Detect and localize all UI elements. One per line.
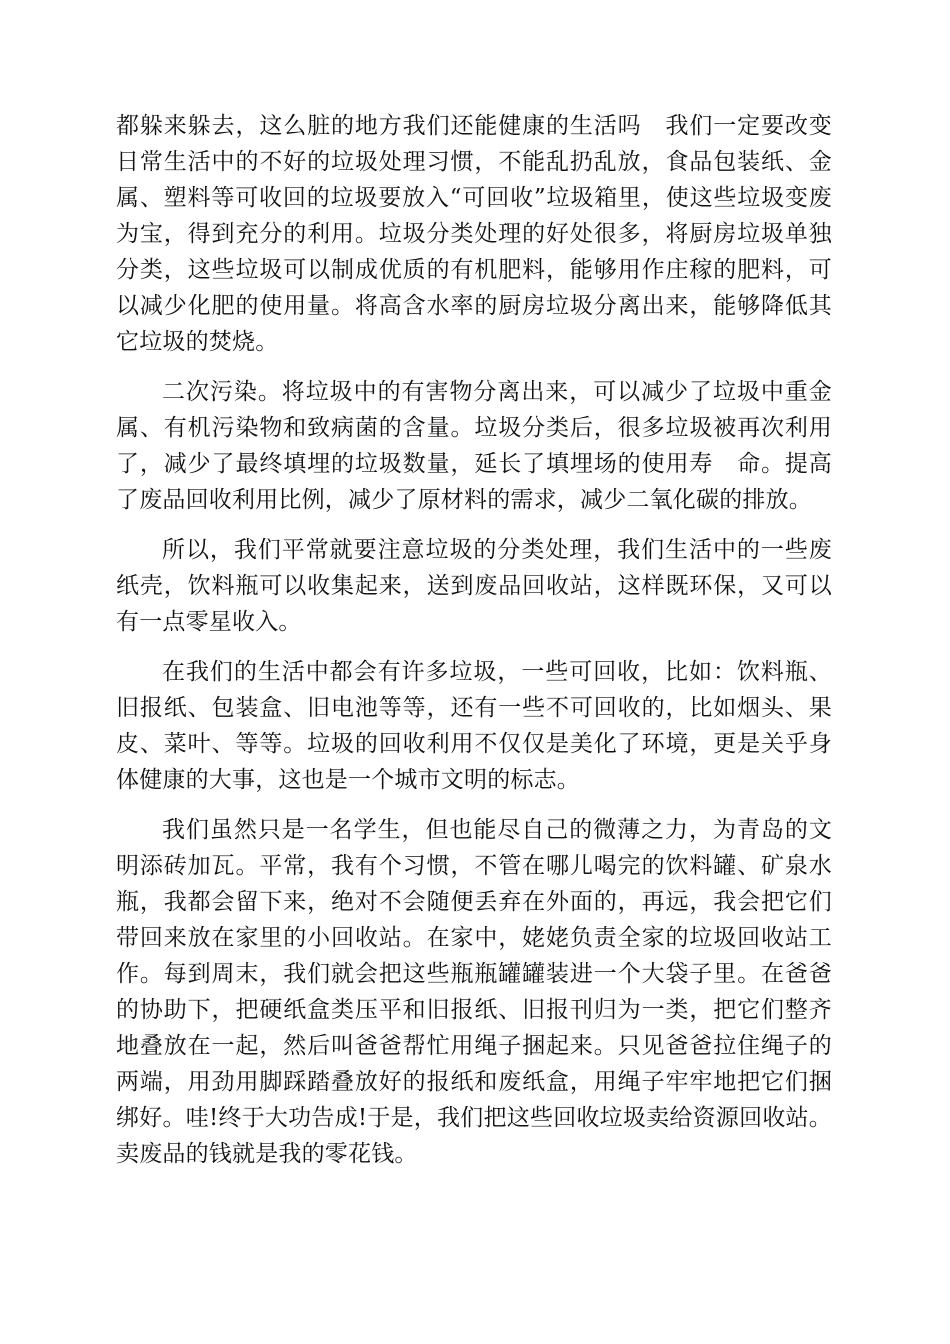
paragraph-3: 所以，我们平常就要注意垃圾的分类处理，我们生活中的一些废纸壳，饮料瓶可以收集起来，送到废品回收站，这样既环保，又可以有一点零星收入。 xyxy=(116,537,832,635)
paragraph-2: 二次污染。将垃圾中的有害物分离出来，可以减少了垃圾中重金属、有机污染物和致病菌的含量。垃圾分类后，很多垃圾被再次利用了，减少了最终填埋的垃圾数量，延长了填埋场的使用寿 命。提高了废品回收利用比例，减少了原材料的需求，减少二氧化碳的排放。 xyxy=(116,379,832,513)
paragraph-1: 都躲来躲去，这么脏的地方我们还能健康的生活吗 我们一定要改变日常生活中的不好的垃圾处理习惯，不能乱扔乱放，食品包装纸、金属、塑料等可收回的垃圾要放入“可回收”垃圾箱里，使这些垃圾变废为宝，得到充分的利用。垃圾分类处理的好处很多，将厨房垃圾单独分类，这些垃圾可以制成优质的有机肥料，能够用作庄稼的肥料，可以减少化肥的使用量。将高含水率的厨房垃圾分离出来，能够降低其它垃圾的焚烧。 xyxy=(116,113,832,355)
paragraph-4: 在我们的生活中都会有许多垃圾，一些可回收，比如：饮料瓶、旧报纸、包装盒、旧电池等等，还有一些不可回收的，比如烟头、果皮、菜叶、等等。垃圾的回收利用不仅仅是美化了环境，更是关乎身体健康的大事，这也是一个城市文明的标志。 xyxy=(116,659,832,793)
paragraph-5: 我们虽然只是一名学生，但也能尽自己的微薄之力，为青岛的文明添砖加瓦。平常，我有个习惯，不管在哪儿喝完的饮料罐、矿泉水瓶，我都会留下来，绝对不会随便丢弃在外面的，再远，我会把它们带回来放在家里的小回收站。在家中，姥姥负责全家的垃圾回收站工作。每到周末，我们就会把这些瓶瓶罐罐装进一个大袋子里。在爸爸的协助下，把硬纸盒类压平和旧报纸、旧报刊归为一类，把它们整齐地叠放在一起，然后叫爸爸帮忙用绳子捆起来。只见爸爸拉住绳子的两端，用劲用脚踩踏叠放好的报纸和废纸盒，用绳子牢牢地把它们捆绑好。哇!终于大功告成!于是，我们把这些回收垃圾卖给资源回收站。卖废品的钱就是我的零花钱。 xyxy=(116,817,832,1167)
